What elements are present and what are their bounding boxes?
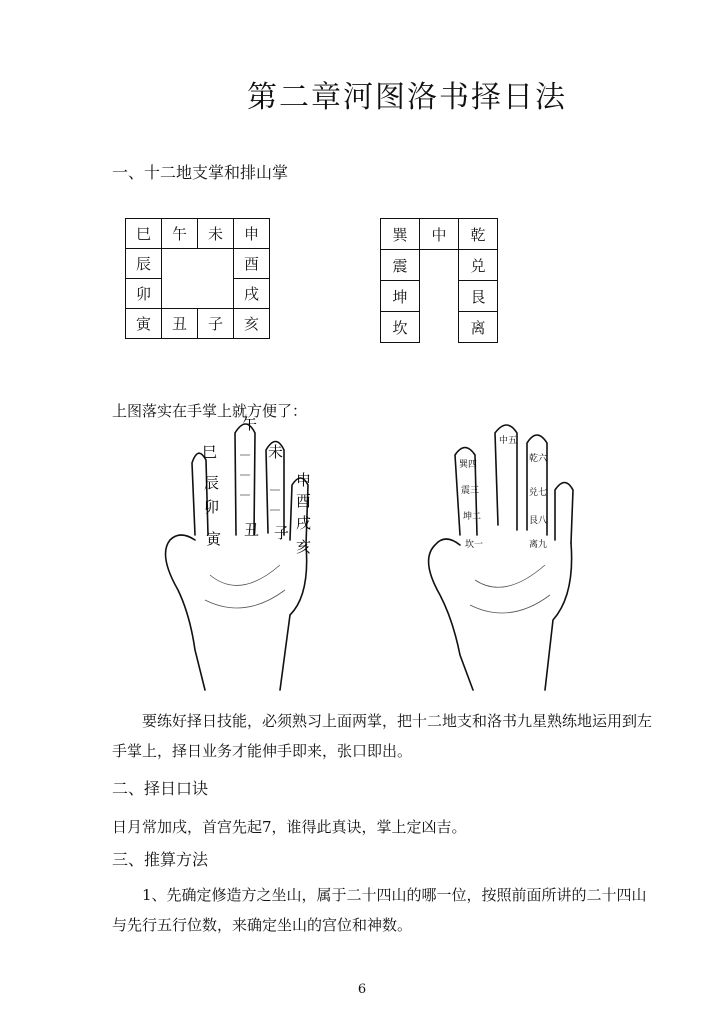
hand-label-qian6: 乾六	[529, 454, 548, 464]
grid-cell: 中	[420, 219, 459, 250]
grid-cell: 丑	[162, 309, 198, 339]
hand-label-zhong5: 中五	[499, 436, 518, 446]
grid-cell: 申	[234, 219, 270, 249]
hand-label-wei: 未	[268, 443, 284, 461]
grid-cell: 巽	[381, 219, 420, 250]
left-hand-diagram	[150, 415, 340, 695]
palm-note: 上图落实在手掌上就方便了：	[112, 402, 308, 420]
paragraph-3: 1、先确定修造方之坐山，属于二十四山的哪一位，按照前面所讲的二十四山与先行五行位数，来确定坐山的宫位和神数。	[112, 886, 647, 934]
grid-cell: 卯	[126, 279, 162, 309]
hand-label-xu: 戌	[296, 514, 312, 532]
hand-label-xun4: 巽四	[459, 460, 478, 470]
section-heading-3: 三、推算方法	[112, 850, 209, 869]
hand-label-wu: 午	[242, 415, 258, 433]
section-heading-2: 二、择日口诀	[112, 779, 209, 798]
grid-cell: 亥	[234, 309, 270, 339]
hand-label-zi: 子	[274, 524, 290, 542]
grid-cell: 艮	[459, 281, 498, 312]
hand-label-shen: 申	[296, 471, 312, 489]
grid-cell: 午	[162, 219, 198, 249]
grid-cell: 离	[459, 312, 498, 343]
hand-label-gen8: 艮八	[529, 516, 548, 526]
grid-cell: 戌	[234, 279, 270, 309]
grid-cell: 震	[381, 250, 420, 281]
grid-cell: 乾	[459, 219, 498, 250]
hand-label-dui7: 兑七	[529, 488, 548, 498]
hand-label-you: 酉	[296, 492, 312, 510]
hand-label-si: 巳	[202, 443, 218, 461]
hand-label-chou: 丑	[244, 521, 260, 539]
page-title: 第二章河图洛书择日法	[247, 80, 567, 115]
grid-cell: 坤	[381, 281, 420, 312]
grid-cell: 辰	[126, 249, 162, 279]
hand-label-chen: 辰	[204, 474, 220, 492]
grid-cell: 未	[198, 219, 234, 249]
earthly-branches-grid	[125, 218, 270, 339]
grid-cell: 兑	[459, 250, 498, 281]
paragraph-2: 日月常加戌，首宫先起7，谁得此真诀，掌上定凶吉。	[112, 818, 467, 836]
hand-label-mao: 卯	[204, 498, 220, 516]
hand-label-li9: 离九	[529, 540, 548, 550]
hand-label-kun2: 坤二	[463, 512, 482, 522]
mountain-palm-grid	[380, 218, 498, 343]
grid-cell: 坎	[381, 312, 420, 343]
section-heading-1: 一、十二地支掌和排山掌	[112, 163, 289, 182]
hand-label-hai: 亥	[296, 538, 312, 556]
grid-cell: 酉	[234, 249, 270, 279]
hand-label-zhen3: 震三	[461, 486, 480, 496]
page-number: 6	[357, 982, 367, 997]
paragraph-1: 要练好择日技能，必须熟习上面两掌，把十二地支和洛书九星熟练地运用到左手掌上，择日业务才能伸手即来，张口即出。	[112, 712, 653, 760]
right-hand-diagram	[415, 415, 590, 695]
grid-cell: 子	[198, 309, 234, 339]
grid-cell: 巳	[126, 219, 162, 249]
hand-label-yin: 寅	[206, 530, 222, 548]
grid-cell: 寅	[126, 309, 162, 339]
hand-label-kan1: 坎一	[465, 540, 484, 550]
